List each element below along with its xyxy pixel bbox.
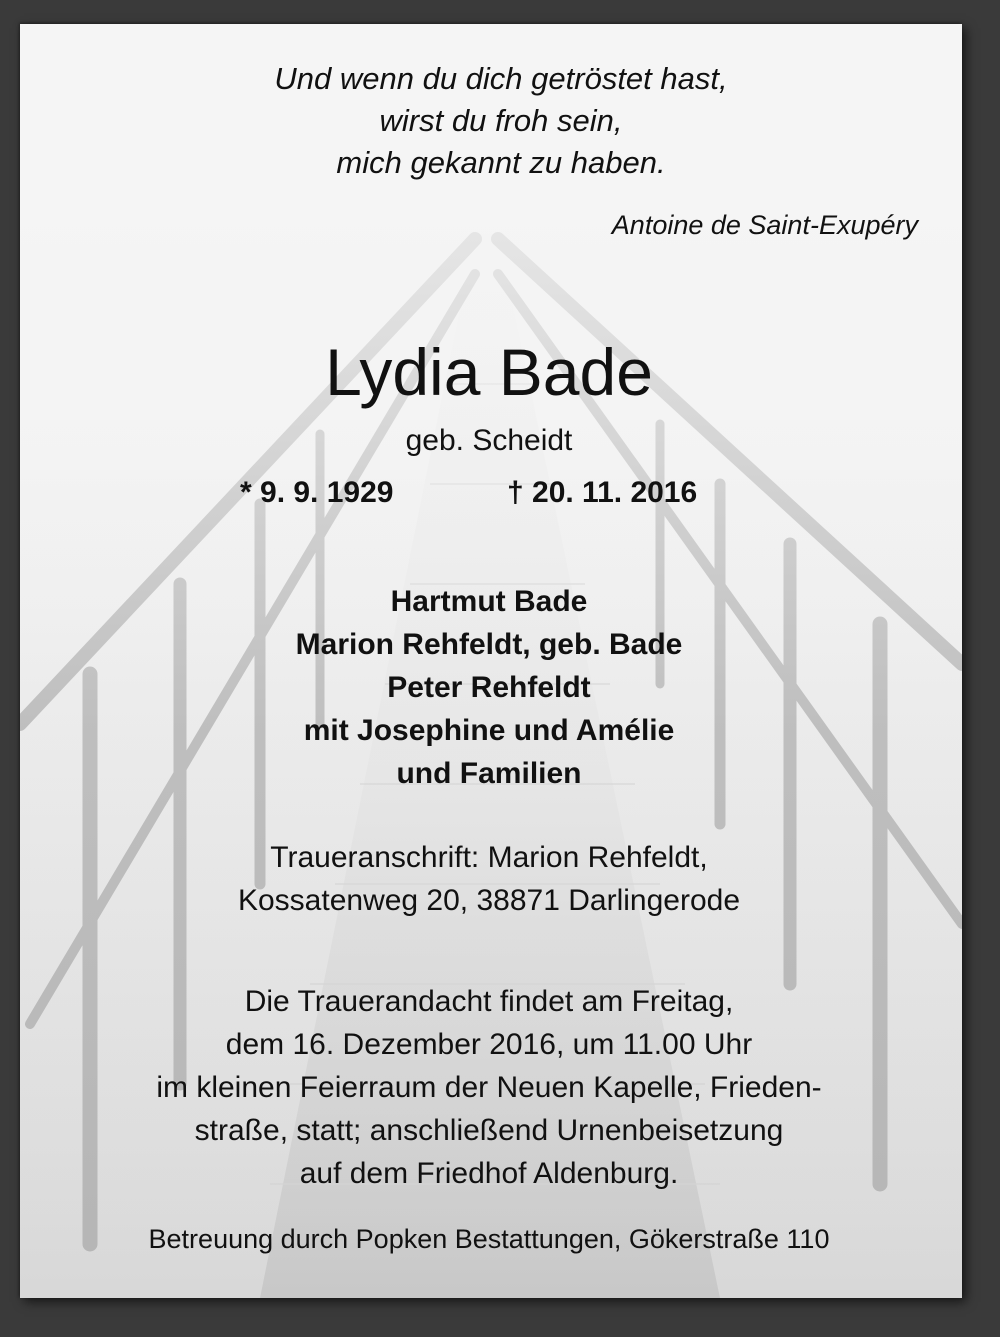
quote-author: Antoine de Saint-Exupéry (611, 210, 918, 240)
address-line-1: Traueranschrift: Marion Rehfeldt, (270, 841, 708, 874)
death-date: † 20. 11. 2016 (507, 476, 698, 509)
service-line-1: Die Trauerandacht findet am Freitag, (244, 985, 734, 1018)
quote-line-3: mich gekannt zu haben. (336, 145, 666, 180)
service-info (20, 980, 960, 1195)
service-line-2: dem 16. Dezember 2016, um 11.00 Uhr (225, 1028, 753, 1061)
mourning-address (20, 836, 960, 922)
mourners-list (20, 580, 960, 795)
service-line-3: im kleinen Feierraum der Neuen Kapelle, Frieden- (156, 1071, 822, 1104)
service-line-4: straße, statt; anschließend Urnenbeisetzung (194, 1114, 784, 1147)
obituary-card (20, 24, 962, 1298)
quote (30, 58, 962, 184)
mourner-4: mit Josephine und Amélie (303, 714, 675, 747)
mourner-2: Marion Rehfeldt, geb. Bade (295, 628, 683, 661)
address-line-2: Kossatenweg 20, 38871 Darlingerode (237, 884, 741, 917)
birth-date: * 9. 9. 1929 (240, 476, 394, 509)
mourner-1: Hartmut Bade (390, 585, 588, 618)
mourner-5: und Familien (396, 757, 582, 790)
deceased-name: Lydia Bade (325, 335, 653, 409)
quote-line-2: wirst du froh sein, (379, 103, 623, 138)
mourner-3: Peter Rehfeldt (387, 671, 591, 704)
service-line-5: auf dem Friedhof Aldenburg. (299, 1157, 679, 1190)
quote-line-1: Und wenn du dich getröstet hast, (274, 61, 728, 96)
funeral-home-credit: Betreuung durch Popken Bestattungen, Gökerstraße 110 (148, 1224, 830, 1254)
maiden-name: geb. Scheidt (405, 424, 573, 457)
